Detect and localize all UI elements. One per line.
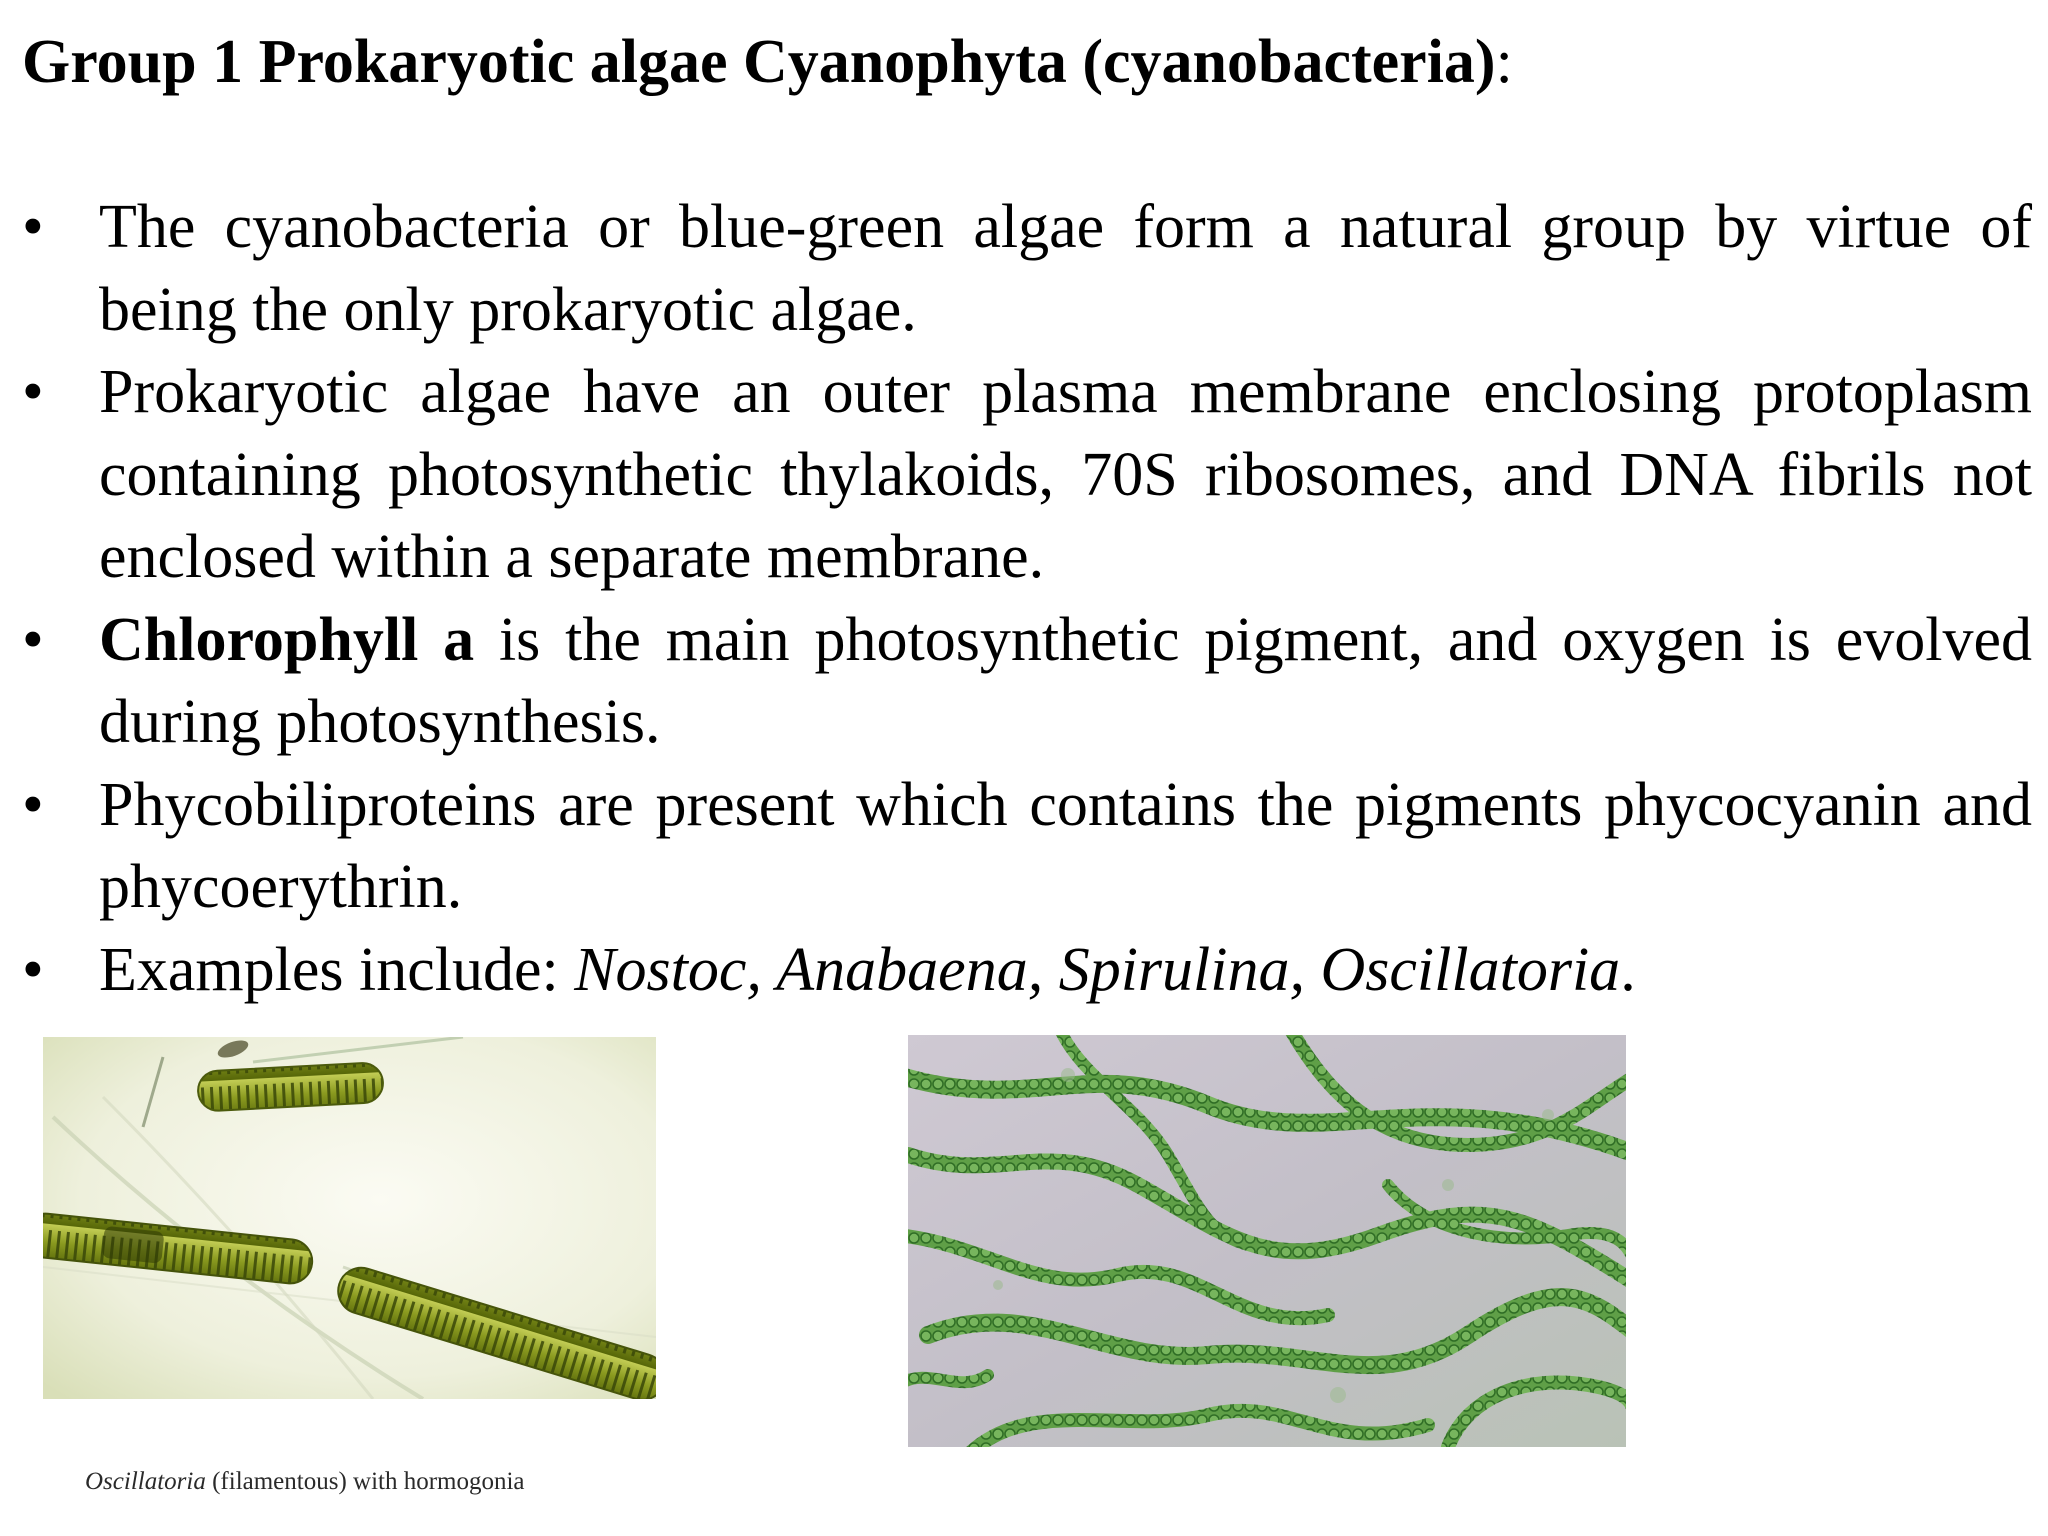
micrograph-anabaena-bead-chains-icon: [908, 1035, 1626, 1447]
bullet-dot-icon: •: [22, 193, 44, 261]
oscillatoria-micrograph: [43, 1037, 656, 1399]
anabaena-micrograph: [908, 1035, 1626, 1447]
bullet-dot-icon: •: [22, 770, 44, 839]
bullet-text: [99, 606, 2032, 757]
examples-genera: Nostoc, Anabaena, Spirulina, Oscillatoria: [574, 935, 1621, 1004]
caption-rest: (filamentous) with hormogonia: [205, 1468, 525, 1495]
micrograph-oscillatoria-filaments-icon: [43, 1037, 656, 1399]
bullet-text: The cyanobacteria or blue-green algae form a natural group by virtue of being the only prokaryotic algae.: [99, 193, 2032, 344]
examples-lead: Examples include:: [99, 935, 575, 1004]
bullet-list: [22, 186, 2032, 1011]
bullet-item: [22, 764, 2032, 929]
filament-hormogonium: [197, 1062, 384, 1112]
slide-title: [22, 22, 1513, 102]
slide-title-bold: Group 1 Prokaryotic algae Cyanophyta (cyanobacteria): [22, 28, 1496, 96]
bullet-text-rest: is the main photosynthetic pigment, and oxygen is evolved during photosynthesis.: [99, 605, 2033, 756]
chlorophyll-term: Chlorophyll a: [99, 605, 475, 674]
bullet-dot-icon: •: [22, 605, 44, 674]
bullet-text: [99, 936, 1636, 1004]
slide-title-colon: :: [1495, 28, 1513, 96]
bullet-item: [22, 599, 2032, 764]
figure-caption: [85, 1466, 525, 1498]
bullet-item: [22, 186, 2032, 351]
bullet-text: Phycobiliproteins are present which contains the pigments phycocyanin and phycoerythrin.: [99, 770, 2032, 921]
bullet-item: [22, 351, 2032, 599]
examples-period: .: [1620, 935, 1636, 1004]
caption-genus: Oscillatoria: [85, 1468, 206, 1495]
bullet-text: Prokaryotic algae have an outer plasma membrane enclosing protoplasm containing photosynthetic thylakoids, 70S ribosomes, and DNA fibrils not enclosed within a separate membrane.: [99, 358, 2032, 591]
bullet-dot-icon: •: [22, 935, 44, 1004]
bullet-item: [22, 929, 2032, 1012]
bullet-dot-icon: •: [22, 358, 44, 426]
